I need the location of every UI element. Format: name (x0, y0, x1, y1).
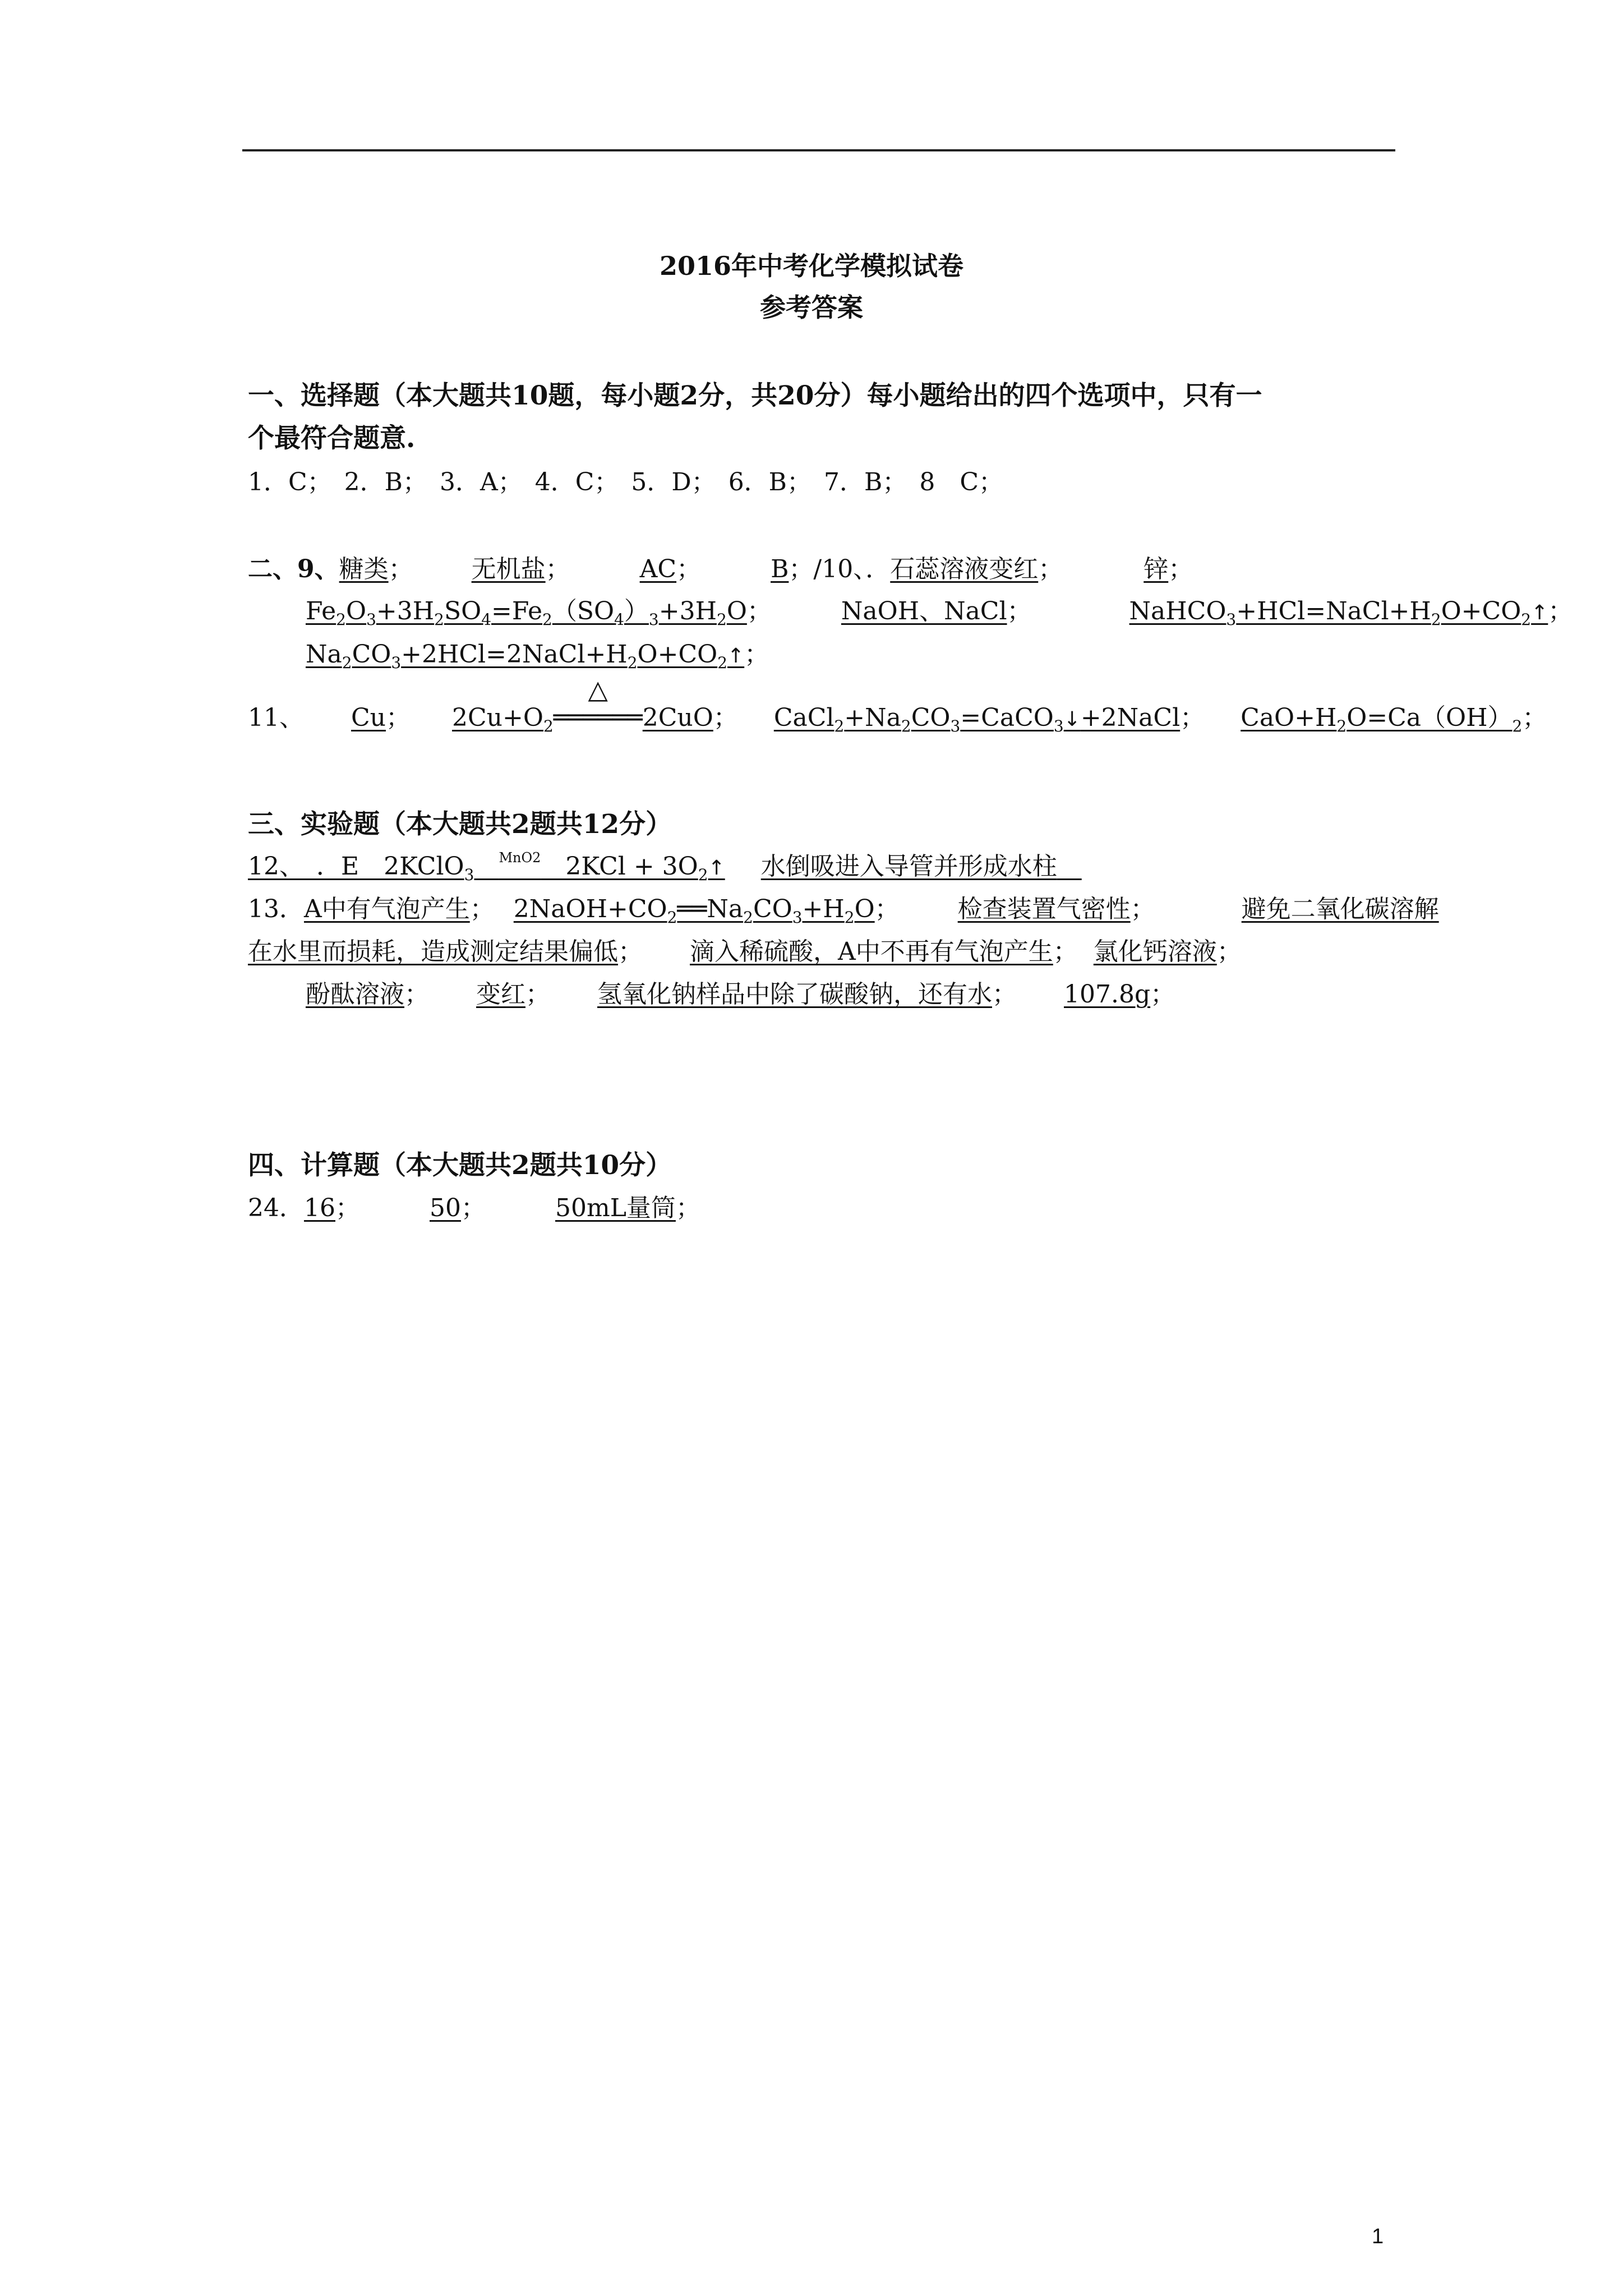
subscript: 2 (698, 866, 708, 884)
section1-heading-line2: 个最符合题意. (248, 423, 416, 454)
reaction-arrow-icon: ↓ (1063, 708, 1081, 731)
q12-equation (248, 850, 725, 884)
formula-text: +H (802, 895, 845, 923)
q10-equation-2 (1129, 597, 1548, 629)
q9-answer-2: 无机盐 (471, 555, 546, 583)
q13-answer-8: 变红 (476, 980, 525, 1009)
formula-text: +3H (658, 597, 717, 625)
formula-text: CO (753, 895, 792, 923)
subscript: 2 (1521, 610, 1532, 629)
section3-heading: 三、实验题（本大题共2题共12分） (248, 809, 672, 840)
subscript: 3 (792, 908, 803, 927)
header-rule (242, 149, 1395, 151)
q24-label: 24． (248, 1194, 304, 1222)
formula-text: CO (911, 703, 951, 732)
q24-line: 24．16； 50； 50mL量筒； (248, 1194, 700, 1222)
q11-equation-3 (1241, 703, 1523, 735)
formula-text: O=Ca（OH） (1347, 703, 1513, 732)
formula-text: +2HCl=2NaCl+H (401, 640, 628, 669)
formula-text: ══Na (677, 895, 744, 923)
section4-heading: 四、计算题（本大题共2题共10分） (248, 1150, 672, 1181)
subscript: 2 (342, 654, 352, 672)
subscript: 3 (391, 654, 402, 672)
reaction-arrow-icon: ↑ (727, 645, 745, 668)
subscript: 2 (627, 654, 638, 672)
q10-answer-3: NaOH、NaCl (841, 597, 1007, 625)
formula-text: +2NaCl (1080, 703, 1181, 732)
subscript: 3 (1053, 717, 1064, 735)
q10-prefix: ；/10、． (789, 555, 891, 583)
q11-equation-1: $2Cu+O_2$ △ ══════2CuO (452, 674, 713, 735)
q13-answer-4-part2: 在水里而损耗，造成测定结果偏低 (248, 937, 618, 966)
subscript: 3 (1226, 610, 1237, 629)
q10-answer-1: 石蕊溶液变红 (890, 555, 1039, 583)
subscript: 3 (648, 610, 659, 629)
page-subtitle: 参考答案 (760, 292, 863, 323)
section2-line1: 二、9、糖类； 无机盐； AC； B；/10、．石蕊溶液变红； 锌； (248, 555, 1193, 583)
q13-answer-5: 滴入稀硫酸，A中不再有气泡产生 (690, 937, 1053, 966)
subscript: 2 (844, 908, 855, 927)
subscript: 2 (834, 717, 845, 735)
formula-text: O (854, 895, 875, 923)
page-title: 2016年中考化学模拟试卷 (659, 251, 964, 281)
catalyst-label: MnO2 (499, 850, 541, 866)
subscript: 4 (614, 610, 624, 629)
q12-answer-2: 水倒吸进入导管并形成水柱 (760, 852, 1057, 881)
q13-line2: 在水里而损耗，造成测定结果偏低； 滴入稀硫酸，A中不再有气泡产生； 氯化钙溶液； (248, 937, 1242, 966)
subscript: 3 (366, 610, 376, 629)
q24-answer-1: 16 (304, 1194, 335, 1222)
section1-answers: 1．C； 2．B； 3．A； 4．C； 5．D； 6．B； 7．B； 8 C； (248, 468, 1004, 496)
subscript: 2 (901, 717, 911, 735)
subscript: 2 (543, 717, 554, 735)
q13-answer-4-part1: 避免二氧化碳溶解 (1241, 895, 1439, 923)
section2-prefix: 二、9、 (248, 555, 339, 583)
subscript: 2 (716, 610, 727, 629)
q11-equation-2 (773, 703, 1181, 735)
formula-text: CaCl (773, 703, 834, 732)
reaction-arrow-icon: ↑ (1531, 601, 1548, 624)
reaction-arrow-icon: ↑ (708, 857, 725, 880)
formula-text: =CaCO (960, 703, 1054, 732)
q13-equation (513, 895, 875, 927)
formula-text: 2Cu+O (452, 703, 543, 732)
formula-text: +Na (844, 703, 901, 732)
q13-answer-1: A中有气泡产生 (304, 895, 470, 923)
formula-text: （SO (552, 597, 615, 625)
q13-answer-6: 氯化钙溶液 (1093, 937, 1217, 966)
subscript: 3 (950, 717, 961, 735)
q13-label: 13． (248, 895, 304, 923)
formula-text: NaHCO (1129, 597, 1227, 625)
formula-text (474, 852, 499, 881)
q13-line1: 13．A中有气泡产生； $2NaOH+CO_2══Na_2CO_3+H_2O$； 检查装置气密性； 避免二氧化碳溶解 (248, 895, 1439, 927)
page-number: 1 (1372, 2225, 1384, 2248)
q11-answer-1: Cu (351, 703, 386, 732)
q13-line3: 酚酞溶液； 变红； 氢氧化钠样品中除了碳酸钠，还有水； 107.8g； (306, 980, 1175, 1009)
subscript: 2 (1336, 717, 1347, 735)
subscript: 2 (743, 908, 753, 927)
formula-text: SO (444, 597, 482, 625)
formula-text: CO (352, 640, 391, 669)
formula-text: 12、 ．E 2KClO (248, 852, 464, 881)
formula-text: ） (624, 597, 649, 625)
q13-answer-9: 氢氧化钠样品中除了碳酸钠，还有水 (597, 980, 992, 1009)
q10-answer-2: 锌 (1144, 555, 1169, 583)
q10-equation-1 (306, 597, 747, 629)
q9-answer-1: 糖类 (339, 555, 389, 583)
q12-line (248, 846, 1082, 884)
subscript: 2 (667, 908, 677, 927)
q11-label: 11、 (248, 703, 304, 732)
q24-answer-2: 50 (430, 1194, 461, 1222)
q9-answer-4: B (771, 555, 789, 583)
subscript: 2 (1512, 717, 1523, 735)
q24-answer-3: 50mL量筒 (555, 1194, 676, 1222)
section2-line3: $Na_2CO_3+2HCl=2NaCl+H_2O+CO_2↑$； (306, 640, 769, 672)
subscript: 2 (717, 654, 728, 672)
formula-text: Na (306, 640, 342, 669)
section2-line2: $Fe_2O_3+3H_2SO_4=Fe_2(SO_4)_3+3H_2O$； NaOH、NaCl； $NaHCO_3+HCl=NaCl+H_2O+CO_2↑$； (306, 597, 1573, 629)
formula-text: Fe (306, 597, 336, 625)
formula-text: 2NaOH+CO (513, 895, 667, 923)
heat-condition-triangle-icon: △ (588, 674, 608, 705)
q9-answer-3: AC (639, 555, 677, 583)
subscript: 3 (464, 866, 474, 884)
q11-line: 11、 Cu； $2Cu+O_2$ △ ══════2CuO； $CaCl_2+Na_2CO_3=CaCO_3↓+2NaCl$； $CaO+H_2O=Ca(OH)_2$； (248, 674, 1547, 735)
formula-text: O (346, 597, 367, 625)
subscript: 2 (434, 610, 444, 629)
q13-answer-7: 酚酞溶液 (306, 980, 404, 1009)
formula-text: =Fe (491, 597, 543, 625)
subscript: 2 (542, 610, 552, 629)
q13-answer-3: 检查装置气密性 (957, 895, 1131, 923)
q13-answer-10: 107.8g (1064, 980, 1151, 1009)
subscript: 2 (1431, 610, 1441, 629)
formula-text: CaO+H (1241, 703, 1337, 732)
formula-text: O+CO (637, 640, 718, 669)
subscript: 2 (336, 610, 346, 629)
formula-text: O (726, 597, 747, 625)
formula-text: +HCl=NaCl+H (1236, 597, 1431, 625)
formula-text: +3H (376, 597, 435, 625)
formula-text: 2KCl + 3O (541, 852, 698, 881)
q10-equation-3 (306, 640, 745, 672)
subscript: 4 (481, 610, 492, 629)
section1-heading-line1: 一、选择题（本大题共10题，每小题2分，共20分）每小题给出的四个选项中，只有一 (248, 380, 1262, 411)
formula-text: O+CO (1441, 597, 1521, 625)
heating-equals-sign: △ ══════ (553, 674, 643, 732)
